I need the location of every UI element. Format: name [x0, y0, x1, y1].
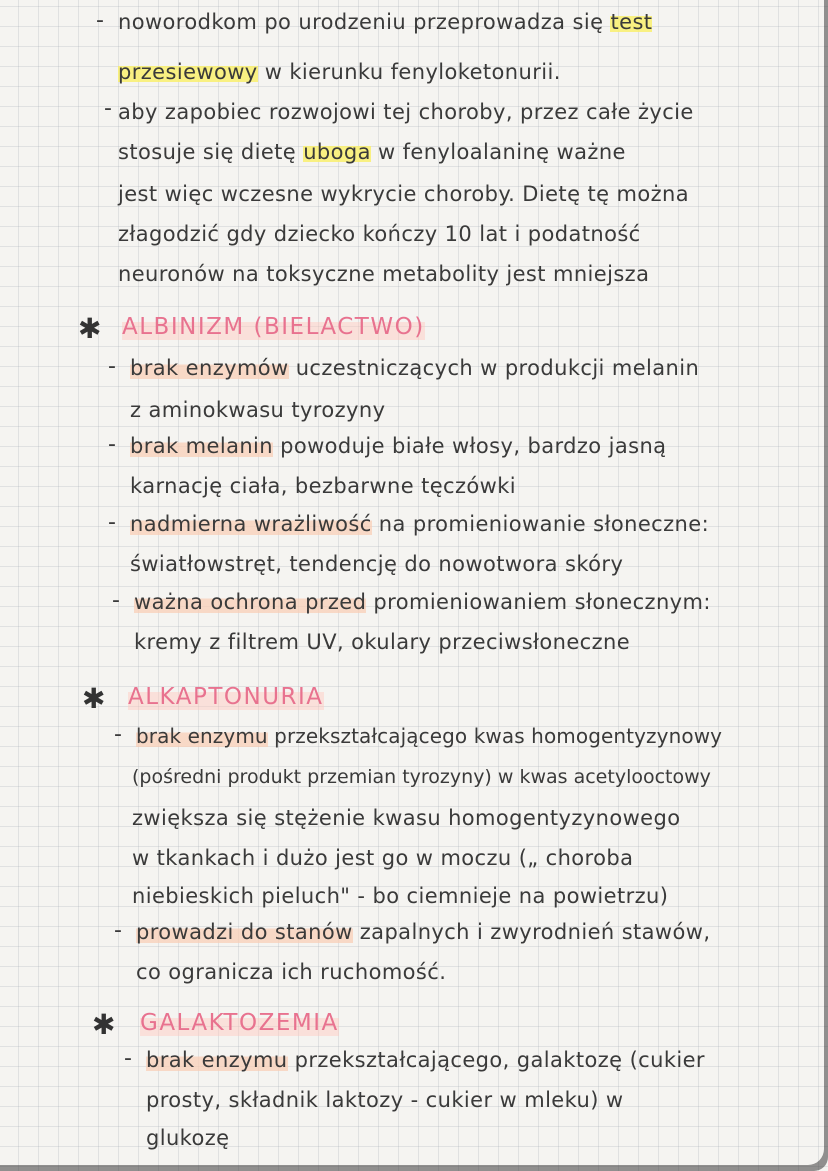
text-line: z aminokwasu tyrozyny: [130, 398, 386, 422]
text-line: (pośredni produkt przemian tyrozyny) w kwas acetylooctowy: [132, 766, 711, 788]
bullet-dash: -: [108, 354, 116, 379]
text-line: [136, 724, 722, 748]
highlighted-term: brak enzymu: [146, 1048, 288, 1072]
text-segment: przekształcającego kwas homogentyzynowy: [267, 724, 723, 748]
text-line: [130, 512, 709, 536]
highlighted-term: przesiewowy: [118, 60, 258, 84]
text-line: w tkankach i dużo jest go w moczu („ choroba: [132, 846, 634, 870]
text-segment: uczestniczących w produkcji melanin: [288, 356, 700, 380]
text-segment: promieniowaniem słonecznym:: [366, 590, 711, 614]
text-line: co ogranicza ich ruchomość.: [136, 960, 447, 984]
text-line: zwiększa się stężenie kwasu homogentyzynowego: [132, 806, 681, 830]
bullet-dash: -: [114, 918, 122, 943]
text-segment: w fenyloalaninę ważne: [370, 140, 626, 164]
heading-text: ALBINIZM (BIELACTWO): [122, 314, 425, 340]
bullet-dash: -: [96, 8, 104, 33]
highlighted-term: nadmierna wrażliwość: [130, 512, 372, 536]
asterisk-bullet-icon: ✱: [92, 1008, 116, 1041]
section-heading-galaktozemia: [140, 1010, 339, 1036]
text-segment: przekształcającego, galaktozę (cukier: [287, 1048, 705, 1072]
text-line: niebieskich pieluch" - bo ciemnieje na powietrzu): [132, 884, 669, 908]
highlighted-term: uboga: [303, 140, 371, 164]
text-line: [118, 10, 652, 34]
text-segment: noworodkom po urodzeniu przeprowadza się: [118, 10, 611, 34]
section-heading-albinizm: [122, 314, 425, 340]
text-line: [130, 434, 666, 458]
highlighted-term: test: [610, 10, 653, 34]
text-line: [118, 60, 561, 84]
text-line: glukozę: [146, 1126, 230, 1150]
text-segment: na promieniowanie słoneczne:: [371, 512, 710, 536]
text-line: [118, 140, 626, 164]
asterisk-bullet-icon: ✱: [78, 312, 102, 345]
highlighted-term: prowadzi do stanów: [136, 920, 353, 944]
bullet-dash: -: [108, 510, 116, 535]
section-heading-alkaptonuria: [128, 684, 324, 710]
text-line: kremy z filtrem UV, okulary przeciwsłoneczne: [134, 630, 631, 654]
text-line: światłowstręt, tendencję do nowotwora skóry: [130, 552, 624, 576]
text-segment: stosuje się dietę: [118, 140, 304, 164]
text-line: aby zapobiec rozwojowi tej choroby, przez całe życie: [118, 100, 694, 124]
highlighted-term: brak enzymu: [136, 724, 268, 748]
heading-text: GALAKTOZEMIA: [140, 1010, 339, 1036]
bullet-dash: -: [124, 1046, 132, 1071]
text-segment: w kierunku fenyloketonurii.: [257, 60, 561, 84]
bullet-dash: -: [114, 722, 122, 747]
highlighted-term: brak melanin: [130, 434, 274, 458]
text-line: jest więc wczesne wykrycie choroby. Dietę tę można: [118, 182, 689, 206]
bullet-dash: -: [112, 588, 120, 613]
text-line: prosty, składnik laktozy - cukier w mleku) w: [146, 1088, 624, 1112]
text-segment: zapalnych i zwyrodnień stawów,: [352, 920, 711, 944]
bullet-dash: -: [104, 96, 112, 121]
text-line: neuronów na toksyczne metabolity jest mniejsza: [118, 262, 650, 286]
text-line: [146, 1048, 705, 1072]
highlighted-term: ważna ochrona przed: [134, 590, 367, 614]
text-line: karnację ciała, bezbarwne tęczówki: [130, 474, 517, 498]
text-line: [130, 356, 699, 380]
asterisk-bullet-icon: ✱: [82, 682, 106, 715]
text-line: [136, 920, 710, 944]
highlighted-term: brak enzymów: [130, 356, 289, 380]
text-line: [134, 590, 711, 614]
heading-text: ALKAPTONURIA: [128, 684, 324, 710]
text-line: złagodzić gdy dziecko kończy 10 lat i podatność: [118, 222, 641, 246]
bullet-dash: -: [108, 432, 116, 457]
text-segment: powoduje białe włosy, bardzo jasną: [273, 434, 667, 458]
